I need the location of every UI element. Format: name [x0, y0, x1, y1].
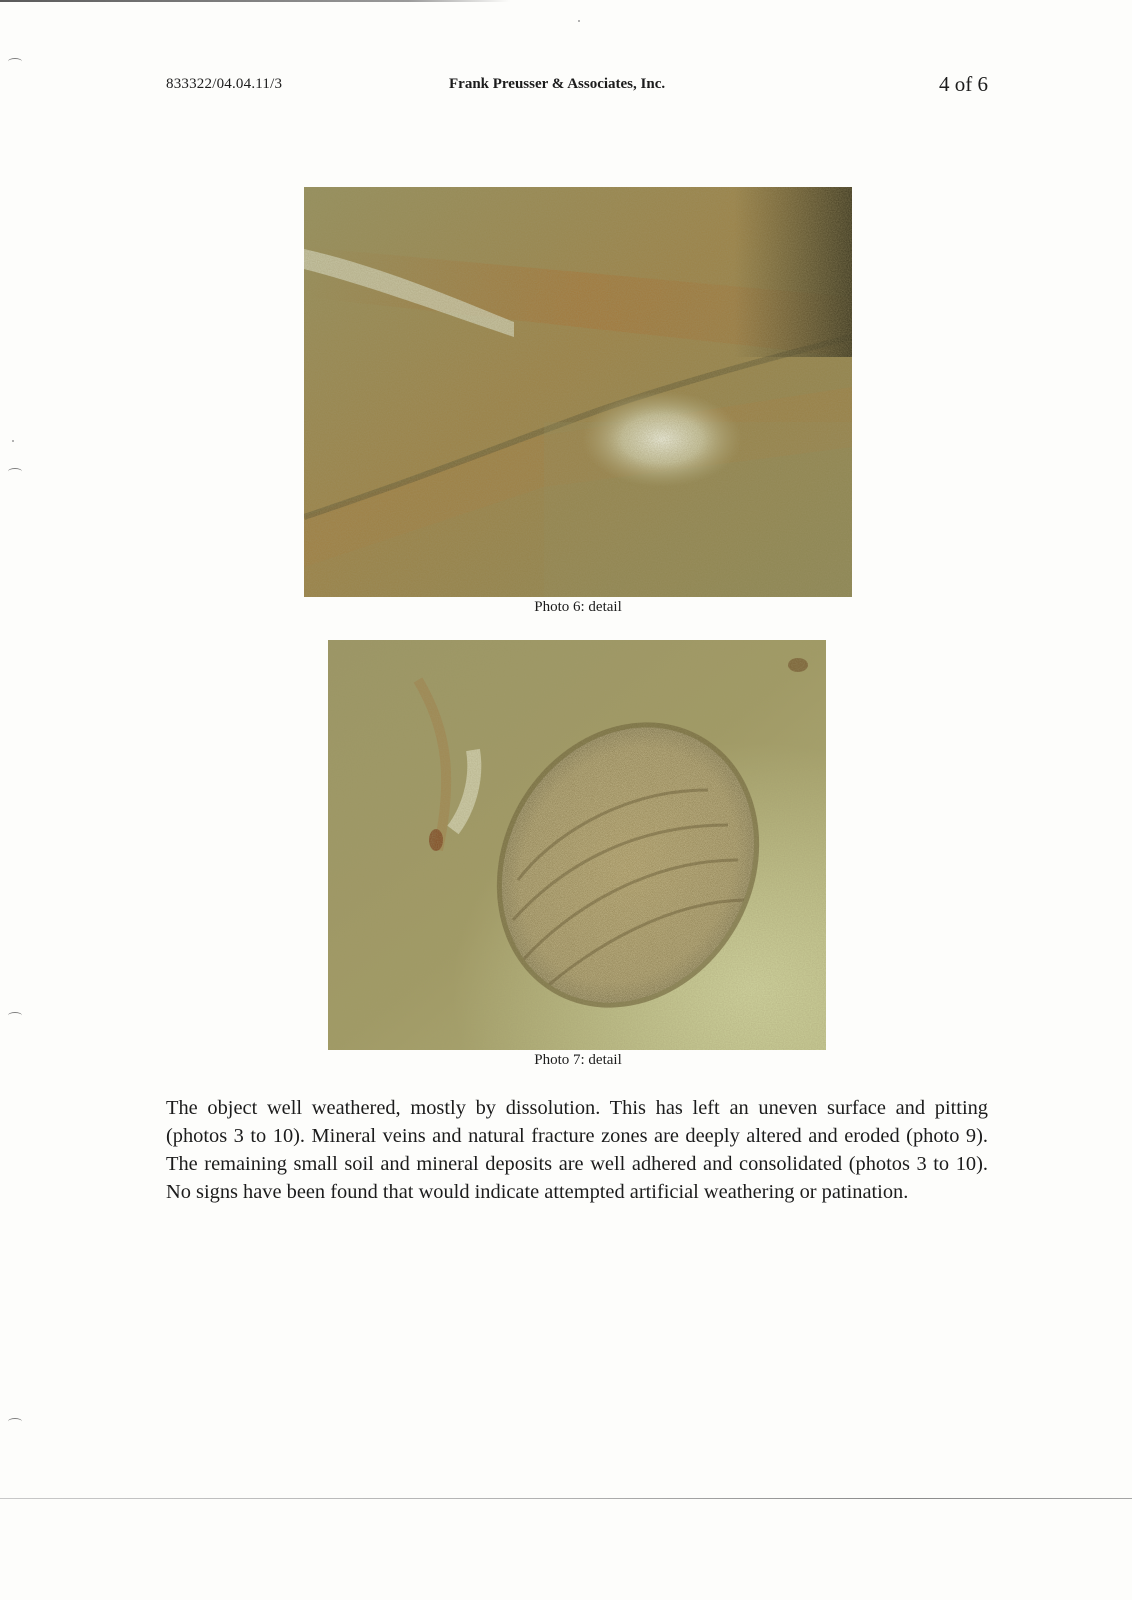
photo-6-image — [304, 187, 852, 597]
company-name: Frank Preusser & Associates, Inc. — [449, 76, 666, 92]
scan-speck — [12, 440, 14, 442]
scan-speck — [578, 20, 580, 22]
photo-7-caption: Photo 7: detail — [534, 1052, 622, 1068]
page-header — [166, 72, 988, 98]
punch-hole-mark — [8, 468, 22, 475]
body-paragraph: The object well weathered, mostly by dissolution. This has left an uneven surface and pitting (photos 3 to 10). Mineral veins and natural fracture zones are deeply altered and eroded (photo 9). The remaining small soil and mineral deposits are well adhered and consolidated (photos 3 to 10). No signs have been found that would indicate attempted artificial weathering or patination. — [166, 1097, 988, 1203]
punch-hole-mark — [8, 58, 22, 65]
photo-6-caption: Photo 6: detail — [534, 599, 622, 615]
punch-hole-mark — [8, 1012, 22, 1019]
page-number: 4 of 6 — [939, 72, 988, 96]
scan-edge-line — [0, 1498, 1132, 1499]
punch-hole-mark — [8, 1418, 22, 1425]
scan-edge-line — [0, 0, 510, 2]
photo-7-image — [328, 640, 826, 1050]
document-reference: 833322/04.04.11/3 — [166, 76, 283, 92]
